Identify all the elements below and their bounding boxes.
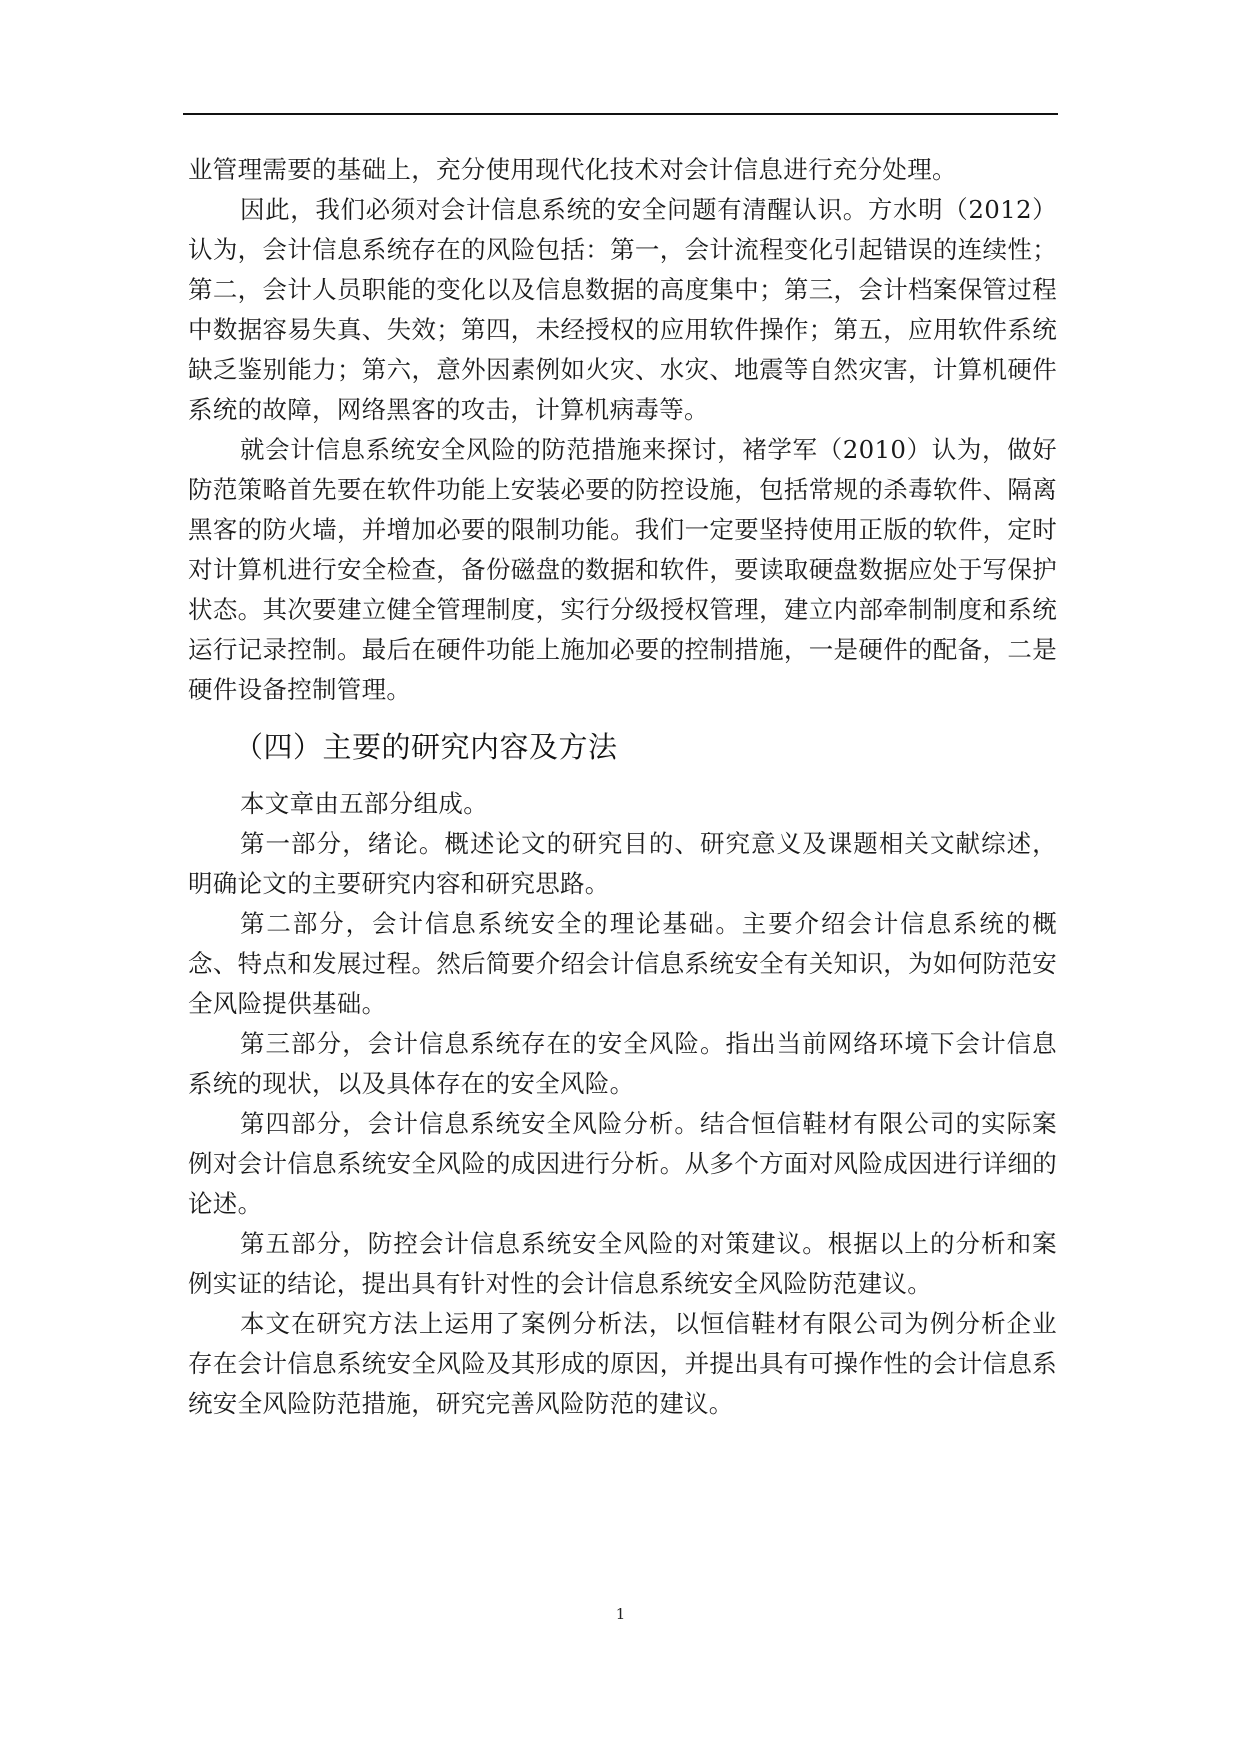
- paragraph-part-five: 第五部分，防控会计信息系统安全风险的对策建议。根据以上的分析和案例实证的结论，提出具有针对性的会计信息系统安全风险防范建议。: [188, 1229, 1057, 1298]
- paragraph-risk-prevention: 就会计信息系统安全风险的防范措施来探讨，褚学军（2010）认为，做好防范策略首先要在软件功能上安装必要的防控设施，包括常规的杀毒软件、隔离黑客的防火墙，并增加必要的限制功能。我们一定要坚持使用正版的软件，定时对计算机进行安全检查，备份磁盘的数据和软件，要读取硬盘数据应处于写保护状态。其次要建立健全管理制度，实行分级授权管理，建立内部牵制制度和系统运行记录控制。最后在硬件功能上施加必要的控制措施，一是硬件的配备，二是硬件设备控制管理。: [188, 435, 1057, 704]
- paragraph-part-three: 第三部分，会计信息系统存在的安全风险。指出当前网络环境下会计信息系统的现状，以及具体存在的安全风险。: [188, 1029, 1057, 1098]
- document-body: [188, 150, 1057, 1424]
- header-rule: [183, 113, 1058, 115]
- paragraph-part-one: 第一部分，绪论。概述论文的研究目的、研究意义及课题相关文献综述，明确论文的主要研究内容和研究思路。: [188, 829, 1057, 898]
- paragraph-part-four: 第四部分，会计信息系统安全风险分析。结合恒信鞋材有限公司的实际案例对会计信息系统安全风险的成因进行分析。从多个方面对风险成因进行详细的论述。: [188, 1109, 1057, 1218]
- page-number: 1: [615, 1605, 626, 1623]
- paragraph-part-two: 第二部分，会计信息系统安全的理论基础。主要介绍会计信息系统的概念、特点和发展过程。然后简要介绍会计信息系统安全有关知识，为如何防范安全风险提供基础。: [188, 909, 1057, 1018]
- paragraph-research-method: 本文在研究方法上运用了案例分析法，以恒信鞋材有限公司为例分析企业存在会计信息系统安全风险及其形成的原因，并提出具有可操作性的会计信息系统安全风险防范措施，研究完善风险防范的建议。: [188, 1309, 1057, 1418]
- paragraph-continuation: 业管理需要的基础上，充分使用现代化技术对会计信息进行充分处理。: [188, 155, 957, 184]
- paragraph-structure-intro: 本文章由五部分组成。: [240, 789, 488, 818]
- paragraph-accounting-risks: 因此，我们必须对会计信息系统的安全问题有清醒认识。方水明（2012）认为，会计信息系统存在的风险包括：第一，会计流程变化引起错误的连续性；第二，会计人员职能的变化以及信息数据的高度集中；第三，会计档案保管过程中数据容易失真、失效；第四，未经授权的应用软件操作；第五，应用软件系统缺乏鉴别能力；第六，意外因素例如火灾、水灾、地震等自然灾害，计算机硬件系统的故障，网络黑客的攻击，计算机病毒等。: [188, 195, 1057, 424]
- section-heading: （四）主要的研究内容及方法: [234, 730, 618, 764]
